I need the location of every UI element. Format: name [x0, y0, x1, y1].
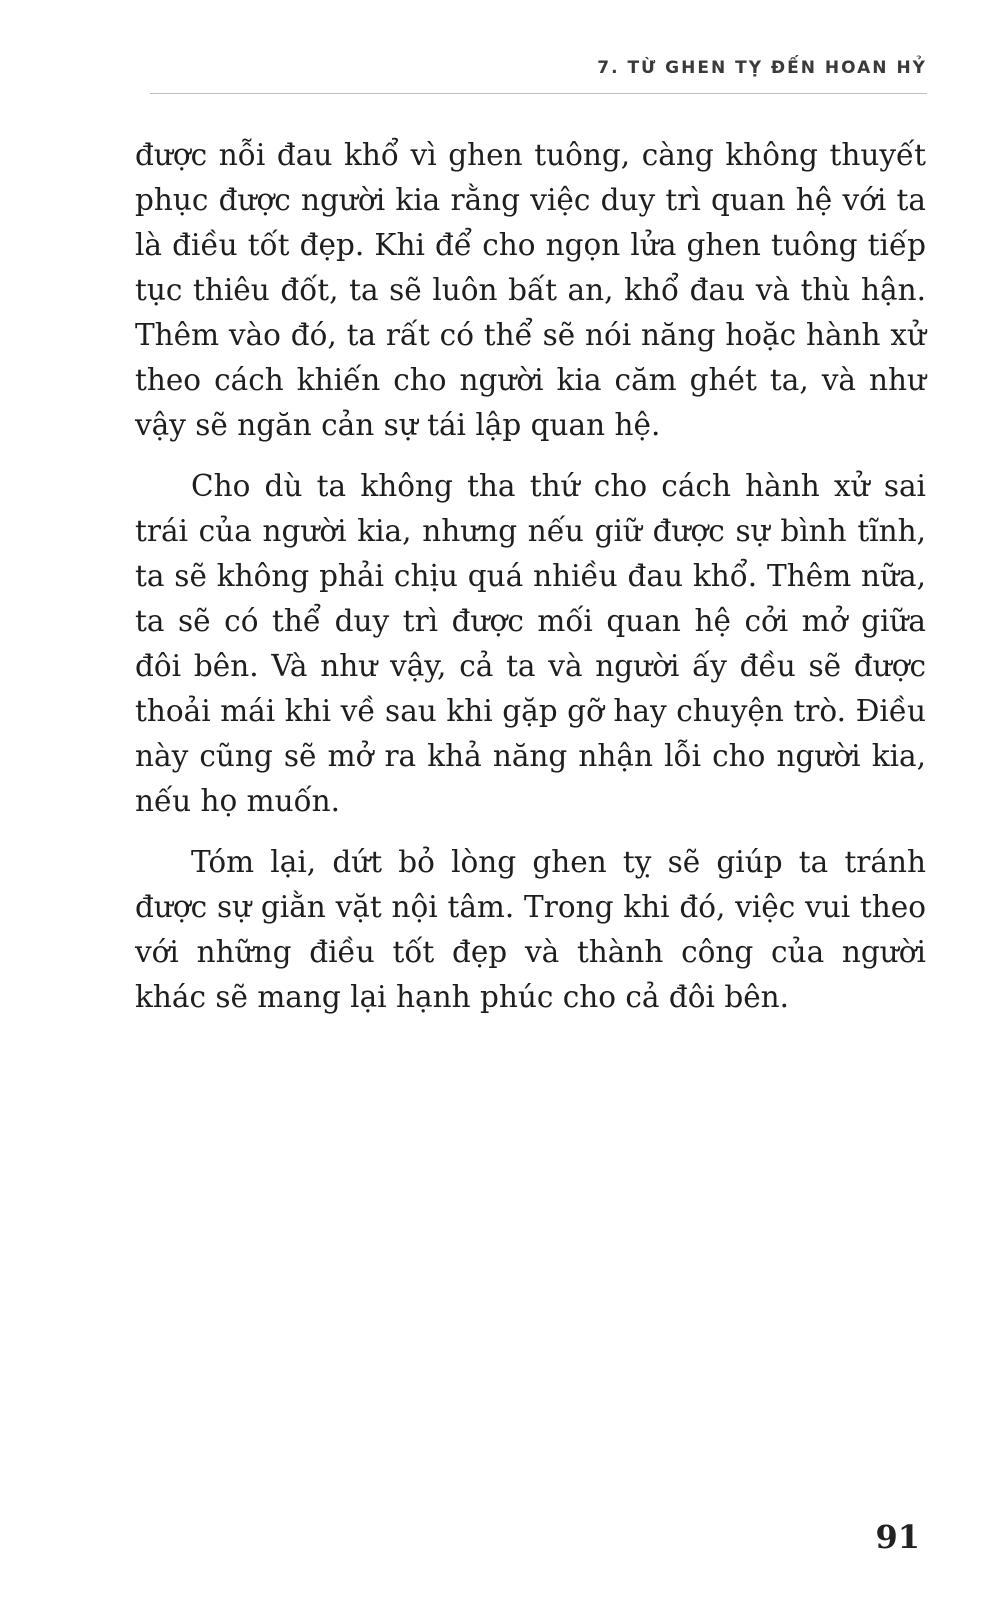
paragraph: Tóm lại, dứt bỏ lòng ghen tỵ sẽ giúp ta tránh được sự giằn vặt nội tâm. Trong khi đó, việc vui theo với những điều tốt đẹp và thành công của người khác sẽ mang lại hạnh phúc cho cả đôi bên.: [135, 845, 926, 1014]
body-text: [135, 133, 926, 1036]
header-divider: [150, 93, 927, 94]
paragraph-continued: được nỗi đau khổ vì ghen tuông, càng không thuyết phục được người kia rằng việc duy trì quan hệ với ta là điều tốt đẹp. Khi để cho ngọn lửa ghen tuông tiếp tục thiêu đốt, ta sẽ luôn bất an, khổ đau và thù hận. Thêm vào đó, ta rất có thể sẽ nói năng hoặc hành xử theo cách khiến cho người kia căm ghét ta, và như vậy sẽ ngăn cản sự tái lập quan hệ.: [135, 138, 926, 442]
running-title: 7. TỪ GHEN TỴ ĐẾN HOAN HỶ: [597, 58, 927, 78]
page-number: 91: [875, 1518, 920, 1556]
running-header: [0, 0, 1000, 100]
paragraph: Cho dù ta không tha thứ cho cách hành xử sai trái của người kia, nhưng nếu giữ được sự bình tĩnh, ta sẽ không phải chịu quá nhiều đau khổ. Thêm nữa, ta sẽ có thể duy trì được mối quan hệ cởi mở giữa đôi bên. Và như vậy, cả ta và người ấy đều sẽ được thoải mái khi về sau khi gặp gỡ hay chuyện trò. Điều này cũng sẽ mở ra khả năng nhận lỗi cho người kia, nếu họ muốn.: [135, 469, 926, 818]
